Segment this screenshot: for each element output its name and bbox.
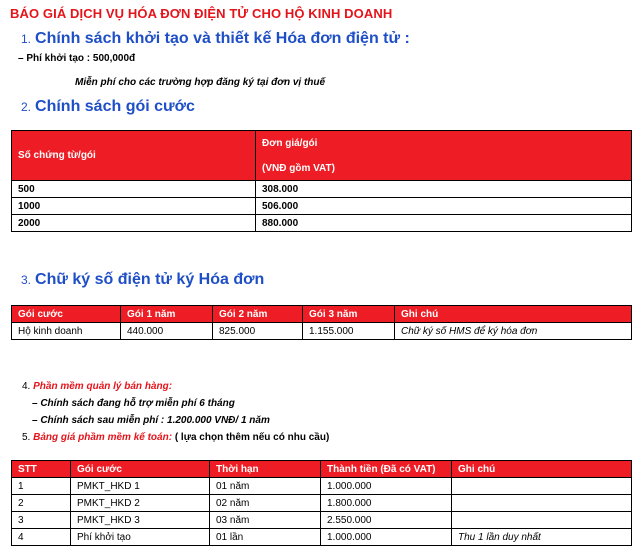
cell: Chữ ký số HMS để ký hóa đơn — [395, 323, 632, 340]
section4-line2: – Chính sách sau miễn phí : 1.200.000 VNĐ/ 1 năm — [32, 415, 270, 426]
price-cell: 308.000 — [256, 181, 632, 198]
section2-title: Chính sách gói cước — [35, 98, 195, 115]
section5-number: 5. — [22, 432, 31, 443]
cell: 1.000.000 — [321, 478, 452, 495]
cell: 01 năm — [210, 478, 321, 495]
price-header-line1: Đơn giá/gói — [262, 137, 318, 149]
cell: 4 — [12, 529, 71, 546]
section4-title: Phần mềm quản lý bán hàng: — [33, 381, 173, 392]
cell: 1 — [12, 478, 71, 495]
package-table-header — [12, 131, 632, 181]
table-row — [12, 529, 632, 546]
col-header: Ghi chú — [452, 461, 632, 478]
table-row — [12, 512, 632, 529]
col-header: Thời hạn — [210, 461, 321, 478]
price-header-line2: (VNĐ gồm VAT) — [262, 162, 335, 174]
qty-header: Số chứng từ/gói — [12, 131, 256, 181]
section3-heading — [21, 271, 264, 289]
section5-heading — [22, 432, 329, 443]
cell: PMKT_HKD 1 — [71, 478, 210, 495]
cell: 825.000 — [213, 323, 303, 340]
col-header: STT — [12, 461, 71, 478]
free-note: Miễn phí cho các trường hợp đăng ký tại đơn vị thuế — [75, 77, 326, 88]
section4-heading — [22, 381, 172, 392]
cell: 2 — [12, 495, 71, 512]
cell: 02 năm — [210, 495, 321, 512]
cell: Hộ kinh doanh — [12, 323, 121, 340]
section2-heading — [21, 98, 195, 116]
cell: PMKT_HKD 2 — [71, 495, 210, 512]
section1-heading — [21, 30, 410, 48]
col-header: Gói cước — [71, 461, 210, 478]
setup-fee-line: – Phí khởi tạo : 500,000đ — [18, 53, 136, 64]
section3-title: Chữ ký số điện tử ký Hóa đơn — [35, 271, 265, 288]
section4-line1: – Chính sách đang hỗ trợ miễn phí 6 tháng — [32, 398, 235, 409]
col-header: Gói 2 năm — [213, 306, 303, 323]
cell — [452, 495, 632, 512]
table-row — [12, 198, 632, 215]
qty-cell: 1000 — [12, 198, 256, 215]
page-title: BÁO GIÁ DỊCH VỤ HÓA ĐƠN ĐIỆN TỬ CHO HỘ KINH DOANH — [10, 6, 393, 21]
qty-cell: 500 — [12, 181, 256, 198]
section4-number: 4. — [22, 381, 31, 392]
section3-number: 3. — [21, 273, 32, 287]
col-header: Gói 1 năm — [121, 306, 213, 323]
col-header: Gói cước — [12, 306, 121, 323]
table-row — [12, 495, 632, 512]
section5-subtitle: ( lựa chọn thêm nếu có nhu cầu) — [172, 432, 330, 443]
cell — [452, 512, 632, 529]
section1-title: Chính sách khởi tạo và thiết kế Hóa đơn điện tử : — [35, 30, 410, 47]
accounting-table — [11, 460, 632, 546]
cell: 1.155.000 — [303, 323, 395, 340]
accounting-table-header — [12, 461, 632, 478]
cell: 03 năm — [210, 512, 321, 529]
table-row — [12, 215, 632, 232]
cell: PMKT_HKD 3 — [71, 512, 210, 529]
qty-cell: 2000 — [12, 215, 256, 232]
price-header — [256, 131, 632, 181]
cell: 2.550.000 — [321, 512, 452, 529]
col-header: Gói 3 năm — [303, 306, 395, 323]
price-cell: 880.000 — [256, 215, 632, 232]
cell: 3 — [12, 512, 71, 529]
cell: 1.000.000 — [321, 529, 452, 546]
price-cell: 506.000 — [256, 198, 632, 215]
table-row — [12, 478, 632, 495]
col-header: Ghi chú — [395, 306, 632, 323]
cell: Thu 1 lần duy nhất — [452, 529, 632, 546]
table-row — [12, 181, 632, 198]
signature-table — [11, 305, 632, 340]
cell: Phí khởi tạo — [71, 529, 210, 546]
table-row — [12, 323, 632, 340]
cell — [452, 478, 632, 495]
col-header: Thành tiền (Đã có VAT) — [321, 461, 452, 478]
signature-table-header — [12, 306, 632, 323]
section1-number: 1. — [21, 32, 32, 46]
package-table — [11, 130, 632, 232]
section2-number: 2. — [21, 100, 32, 114]
cell: 440.000 — [121, 323, 213, 340]
cell: 1.800.000 — [321, 495, 452, 512]
section5-title: Bảng giá phầm mềm kế toán: — [33, 432, 173, 443]
cell: 01 lần — [210, 529, 321, 546]
